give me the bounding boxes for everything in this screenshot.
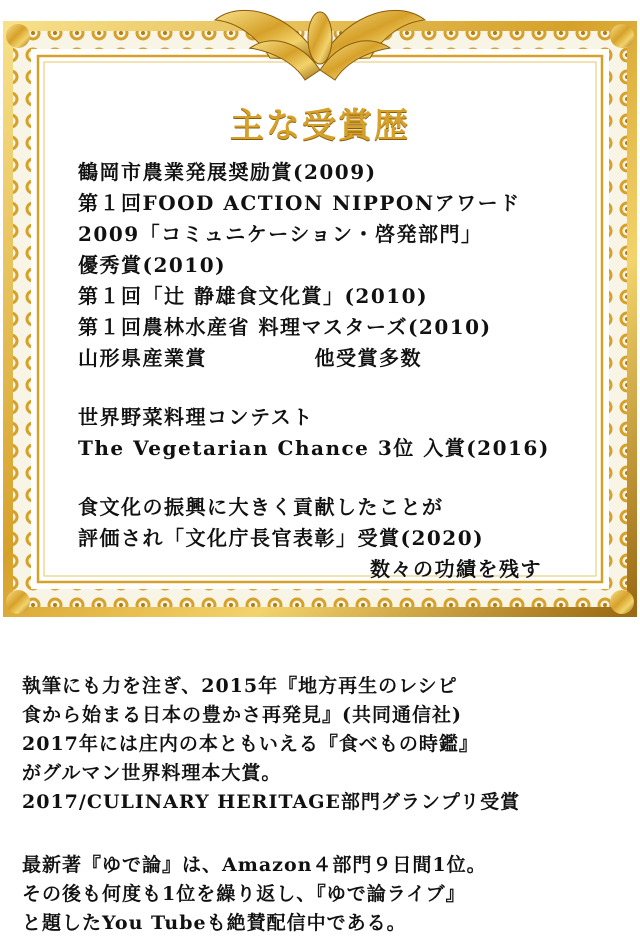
award-line: 第１回農林水産省 料理マスターズ(2010): [78, 315, 492, 339]
bio-text: [22, 672, 622, 938]
award-line: 第１回FOOD ACTION NIPPONアワード: [78, 191, 521, 215]
bio-line: 最新著『ゆで論』は、Amazon４部門９日間1位。: [22, 854, 487, 876]
awards-list: [78, 157, 578, 585]
bio-line: その後も何度も1位を繰り返し、『ゆで論ライブ』: [22, 883, 466, 905]
bio-line: と題したYou Tubeも絶賛配信中である。: [22, 912, 407, 934]
bio-line: 2017/CULINARY HERITAGE部門グランプリ受賞: [22, 791, 521, 813]
certificate-title: 主な受賞歴: [230, 106, 410, 146]
award-line: The Vegetarian Chance 3位 入賞(2016): [78, 436, 550, 460]
closing-line: 数々の功績を残す: [370, 557, 542, 581]
award-line: 第１回「辻 静雄食文化賞」(2010): [78, 284, 429, 308]
award-line: 世界野菜料理コンテスト: [78, 405, 314, 429]
bio-line: 2017年には庄内の本ともいえる『食べもの時鑑』: [22, 733, 479, 755]
award-line: 山形県産業賞 他受賞多数: [78, 346, 422, 370]
award-line: 2009「コミュニケーション・啓発部門」: [78, 222, 483, 246]
award-line: 優秀賞(2010): [78, 253, 227, 277]
award-line: 鶴岡市農業発展奨励賞(2009): [78, 160, 377, 184]
award-line: 評価され「文化庁長官表彰」受賞(2020): [78, 526, 485, 550]
bio-line: 執筆にも力を注ぎ、2015年『地方再生のレシピ: [22, 675, 458, 697]
bio-line: がグルマン世界料理本大賞。: [22, 762, 282, 784]
award-line: 食文化の振興に大きく貢献したことが: [78, 495, 444, 519]
bio-line: 食から始まる日本の豊かさ再発見』(共同通信社): [22, 704, 462, 726]
